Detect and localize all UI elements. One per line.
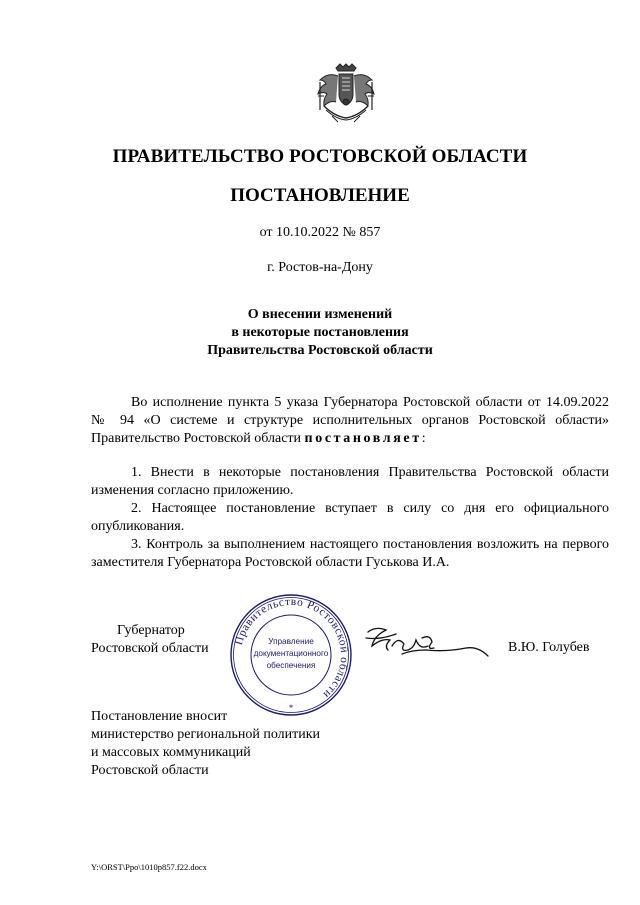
- decree-item: 2. Настоящее постановление вступает в силу со дня его официального опубликования.: [91, 501, 609, 534]
- preamble-text: Во исполнение пункта 5 указа Губернатора Ростовской области от 14.09.2022 № 94 «О системе и структуре исполнительных органов Ростовской области» Правительство Ростовской области: [91, 395, 609, 446]
- city: г. Ростов-на-Дону: [267, 260, 373, 275]
- decree-item: 1. Внести в некоторые постановления Правительства Ростовской области изменения согласно приложению.: [91, 465, 609, 498]
- preamble-paragraph: [91, 394, 609, 448]
- decree-word: постановляет: [304, 431, 422, 446]
- file-path-footer: Y:\ORST\Ppo\1010p857.f22.docx: [91, 862, 207, 872]
- sender-line: и массовых коммуникаций: [91, 745, 251, 760]
- decree-items: [91, 464, 609, 572]
- stamp-ring-text: Правительство Ростовской области: [233, 595, 351, 701]
- subject-line: Правительства Ростовской области: [207, 343, 433, 358]
- official-stamp: [228, 592, 354, 718]
- stamp-center-line: обеспечения: [266, 661, 316, 670]
- signatory-position: [91, 622, 231, 658]
- government-title: ПРАВИТЕЛЬСТВО РОСТОВСКОЙ ОБЛАСТИ: [112, 146, 528, 167]
- document-type: ПОСТАНОВЛЕНИЕ: [230, 185, 410, 206]
- sender-line: министерство региональной политики: [91, 727, 321, 742]
- coat-of-arms-emblem: [312, 62, 380, 128]
- subject-heading: [0, 306, 640, 360]
- svg-text:*: *: [288, 703, 294, 713]
- subject-line: в некоторые постановления: [231, 325, 409, 340]
- decree-item: 3. Контроль за выполнением настоящего постановления возложить на первого заместителя Губернатора Ростовской области Гуськова И.А.: [91, 537, 609, 570]
- preamble-colon: :: [421, 431, 426, 446]
- sender-line: Постановление вносит: [91, 709, 228, 724]
- position-line: Ростовской области: [91, 641, 209, 656]
- date-and-number: от 10.10.2022 № 857: [259, 225, 381, 240]
- handwritten-signature: [362, 624, 492, 666]
- signatory-name: В.Ю. Голубев: [508, 640, 590, 655]
- subject-line: О внесении изменений: [247, 307, 393, 322]
- stamp-center-line: документационного: [253, 649, 329, 658]
- stamp-center-line: Управление: [268, 637, 314, 646]
- position-line: Губернатор: [117, 623, 185, 638]
- sender-line: Ростовской области: [91, 763, 209, 778]
- submitted-by: [91, 708, 320, 780]
